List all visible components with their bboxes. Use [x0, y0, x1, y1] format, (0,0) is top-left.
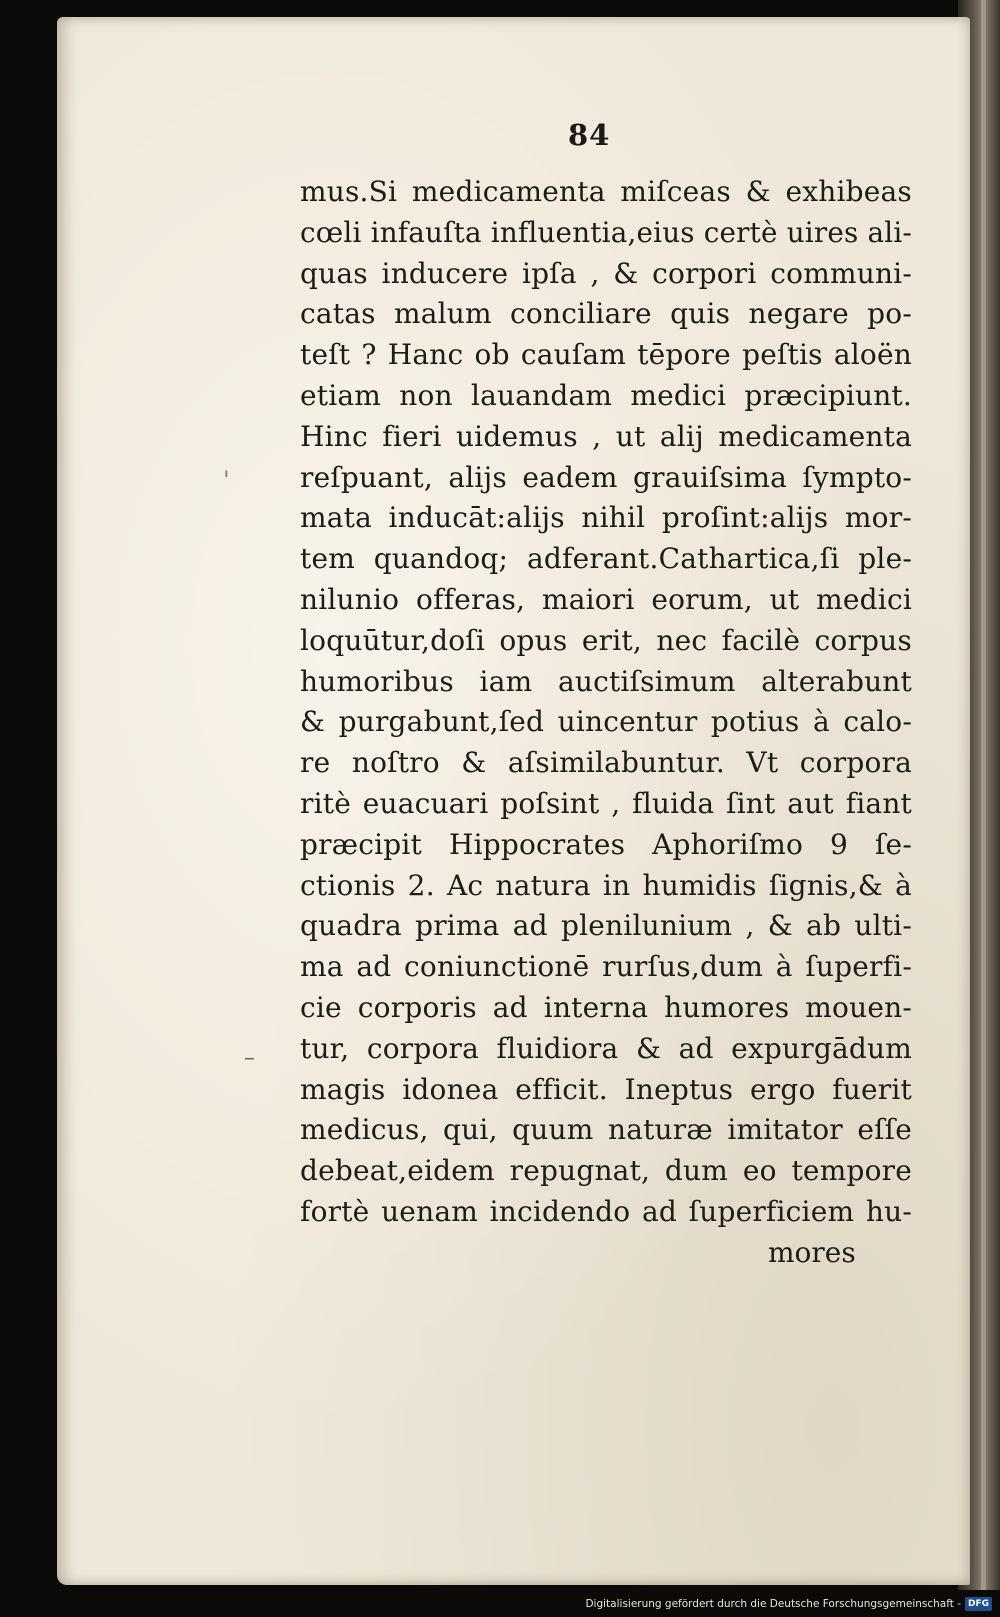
catchword: mores [768, 1236, 856, 1269]
text-line: mata inducāt:alijs nihil proſint:alijs mor- [300, 501, 912, 535]
text-line: quadra prima ad plenilunium , & ab ulti- [300, 909, 912, 943]
dfg-logo: DFG [965, 1597, 992, 1611]
text-line: ritè euacuari poſsint , fluida ſint aut fiant [300, 786, 912, 820]
text-line: tem quandoq; adferant.Cathartica,ſi ple- [300, 542, 912, 576]
margin-mark: ' [223, 466, 230, 494]
book-edge-stripe [981, 0, 986, 1590]
text-line: mus.Si medicamenta miſceas & exhibeas [300, 175, 912, 208]
text-line: Hinc fieri uidemus , ut alij medicamenta [300, 419, 912, 453]
text-line: magis idonea efficit. Ineptus ergo fuerit [300, 1072, 912, 1106]
text-line: catas malum conciliare quis negare po- [300, 297, 912, 331]
page-text-block [300, 172, 912, 1233]
margin-mark: – [244, 1046, 255, 1071]
footer-credit: Digitalisierung gefördert durch die Deutsche Forschungsgemeinschaft - [585, 1598, 961, 1610]
digitization-footer [585, 1593, 992, 1615]
page-number: 84 [568, 118, 611, 152]
text-line: etiam non lauandam medici præcipiunt. [300, 378, 912, 412]
text-line: cie corporis ad interna humores mouen- [300, 990, 912, 1024]
text-line: loquūtur,doſi opus erit, nec facilè corpus [300, 623, 912, 657]
text-line: quas inducere ipſa , & corpori communi- [300, 256, 912, 290]
text-line: fortè uenam incidendo ad ſuperficiem hu- [300, 1194, 912, 1228]
text-line: & purgabunt,ſed uincentur potius à calo- [300, 705, 912, 739]
text-line: reſpuant, alijs eadem grauiſsima ſympto- [300, 460, 912, 494]
text-line: teſt ? Hanc ob cauſam tēpore peſtis aloën [300, 338, 912, 372]
text-line: tur, corpora fluidiora & ad expurgādum [300, 1031, 912, 1065]
text-line: re noſtro & aſsimilabuntur. Vt corpora [300, 746, 912, 780]
text-line: cœli infauſta influentia,eius certè uires ali- [300, 215, 912, 249]
text-line: medicus, qui, quum naturæ imitator eſſe [300, 1113, 912, 1147]
text-line: nilunio offeras, maiori eorum, ut medici [300, 582, 912, 616]
text-line: ctionis 2. Ac natura in humidis ſignis,& à [300, 868, 912, 902]
text-line: humoribus iam auctiſsimum alterabunt [300, 664, 912, 698]
text-line: debeat,eidem repugnat, dum eo tempore [300, 1154, 912, 1188]
text-line: ma ad coniunctionē rurſus,dum à ſuperfi- [300, 950, 912, 984]
text-line: præcipit Hippocrates Aphoriſmo 9 ſe- [300, 827, 912, 861]
